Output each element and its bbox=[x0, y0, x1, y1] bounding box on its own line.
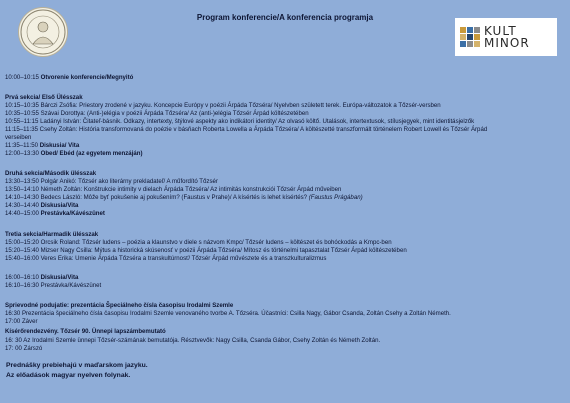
logo-word-minor: MINOR bbox=[484, 36, 530, 50]
side-event-heading: Sprievodné podujatie: prezentácia Špeciálneho čísla časopisu Irodalmi Szemle bbox=[5, 302, 234, 309]
schedule-item bbox=[5, 194, 363, 201]
side-event-presentation-hu: 16: 30 Az Irodalmi Szemle ünnepi Tőzsér-számának bemutatója. Résztvevők: Nagy Csilla, Csanda Gábor, Csehy Zoltán és Németh Zoltán. bbox=[5, 337, 381, 344]
discussion-row bbox=[5, 274, 78, 281]
section2-heading: Druhá sekcia/Második ülésszak bbox=[5, 170, 97, 177]
side-event-closing: 17:00 Záver bbox=[5, 318, 38, 325]
logo-square bbox=[460, 27, 466, 33]
schedule-item-text: 14:10–14:30 Bedecs László: Môže byť pokušenie aj pokušením? (Faustus v Prahe)/ A kísértés is lehet kísértés? bbox=[5, 194, 308, 201]
page-title: Program konferencie/A konferencia programja bbox=[196, 13, 374, 22]
logo-square bbox=[467, 34, 473, 40]
section3-heading: Tretia sekcia/Harmadik ülésszak bbox=[5, 231, 99, 238]
logo-square bbox=[474, 34, 480, 40]
lunch-label: Obed/ Ebéd (az egyetem menzáján) bbox=[40, 150, 143, 157]
kult-minor-grid-icon bbox=[460, 27, 480, 47]
lunch-row bbox=[5, 150, 143, 157]
schedule-item: 11:15–11:35 Csehy Zoltán: História transformovaná do poézie v básňach Roberta Lowella a Árpáda Tőzséra/ A költészetté transzformált történelem Robert Lowell és Tőzsér Árpád bbox=[5, 126, 488, 133]
schedule-item: 10:15–10:35 Bárczi Zsófia: Priestory zrodené v jazyku. Koncepcie Európy v poézii Árpáda Tőzséra/ Nyelvben született terek. Európa-változatok a Tőzsér-versben bbox=[5, 102, 441, 109]
schedule-item: 10:55–11:15 Ladányi István: Čitateľ-básnik. Odkazy, intertexty, štýlové aspekty ako indikátori identity/ Az olvasó költő. Utalások, intertextusok, stílusjegyek, mint identitásjelzők bbox=[5, 118, 475, 125]
schedule-item: verseiben bbox=[5, 134, 32, 141]
schedule-item-italic: (Faustus Prágában) bbox=[308, 194, 363, 201]
logo-square bbox=[474, 27, 480, 33]
discussion-label: Diskusia/ Vita bbox=[39, 142, 80, 149]
break-label: Prestávka/Kávészünet bbox=[40, 210, 105, 217]
footer-language-hu: Az előadások magyar nyelven folynak. bbox=[6, 372, 131, 379]
schedule-item: 13:30–13:50 Polgár Anikó: Tőzsér ako literárny prekladateľ/ A műfordító Tőzsér bbox=[5, 178, 218, 185]
schedule-item: 15:20–15:40 Mizser Nagy Csilla: Mýtus a historická skúsenosť v poézii Árpáda Tőzséra/ Mítosz és történelmi tapasztalat Tőzsér Árpád költészetében bbox=[5, 247, 407, 254]
opening-row bbox=[5, 74, 133, 81]
break-row bbox=[5, 210, 105, 217]
kult-minor-wordmark bbox=[484, 25, 530, 49]
schedule-item: 15:40–16:00 Veres Erika: Umenie Árpáda Tőzséra a transkultúrnosť/ Tőzsér Árpád művészete és a transzkulturalizmus bbox=[5, 255, 327, 262]
logo-square bbox=[460, 41, 466, 47]
discussion-label: Diskusia/Vita bbox=[40, 274, 79, 281]
break-row: 16:10–16:30 Prestávka/Kávészünet bbox=[5, 282, 102, 289]
discussion-time: 11:35–11:50 bbox=[5, 142, 38, 149]
schedule-item: 10:35–10:55 Szávai Dorottya: (Anti-)elégia v poézii Árpáda Tőzséra/ Az (anti-)elégia Tőzsér Árpád költészetében bbox=[5, 110, 309, 117]
schedule-item: 13:50–14:10 Németh Zoltán: Konštrukcie intimity v dielach Árpáda Tőzséra/ Az intimitás konstrukciói Tőzsér Árpád műveiben bbox=[5, 186, 342, 193]
side-event-closing-hu: 17: 00 Zárszó bbox=[5, 345, 43, 352]
logo-square bbox=[467, 41, 473, 47]
logo-square bbox=[467, 27, 473, 33]
logo-square bbox=[474, 41, 480, 47]
discussion-row bbox=[5, 142, 79, 149]
discussion-time: 16:00–16:10 bbox=[5, 274, 39, 281]
discussion-label: Diskusia/Vita bbox=[40, 202, 79, 209]
discussion-row bbox=[5, 202, 78, 209]
break-time: 14:40–15:00 bbox=[5, 210, 39, 217]
schedule-item: 15:00–15:20 Orcsik Roland: Tőzsér ludens – poézia a klaunstvo v diele s názvom Kmpc/ Tőzsér ludens – költészet és bohóckodás a Kmpc-ben bbox=[5, 239, 392, 246]
lunch-time: 12:00–13:30 bbox=[5, 150, 39, 157]
logo-square bbox=[460, 34, 466, 40]
opening-time: 10:00–10:15 bbox=[5, 74, 39, 81]
discussion-time: 14:30–14:40 bbox=[5, 202, 39, 209]
logo-word-kult: KULT bbox=[484, 24, 517, 38]
section1-heading: Prvá sekcia/ Első Ülésszak bbox=[5, 94, 83, 101]
footer-language-sk: Prednášky prebiehajú v maďarskom jazyku. bbox=[6, 362, 148, 369]
side-event-presentation: 16:30 Prezentácia špeciálneho čísla časopisu Irodalmi Szemle venovaného tvorbe A. Tőzséra. Účastníci: Csilla Nagy, Gábor Csanda, Zoltán Csehy a Zoltán Németh. bbox=[5, 310, 451, 317]
side-event-heading-hu: Kísérőrendezvény. Tőzsér 90. Ünnepi lapszámbemutató bbox=[5, 328, 166, 335]
kult-minor-logo bbox=[455, 18, 557, 56]
opening-label: Otvorenie konferencie/Megnyitó bbox=[40, 74, 134, 81]
